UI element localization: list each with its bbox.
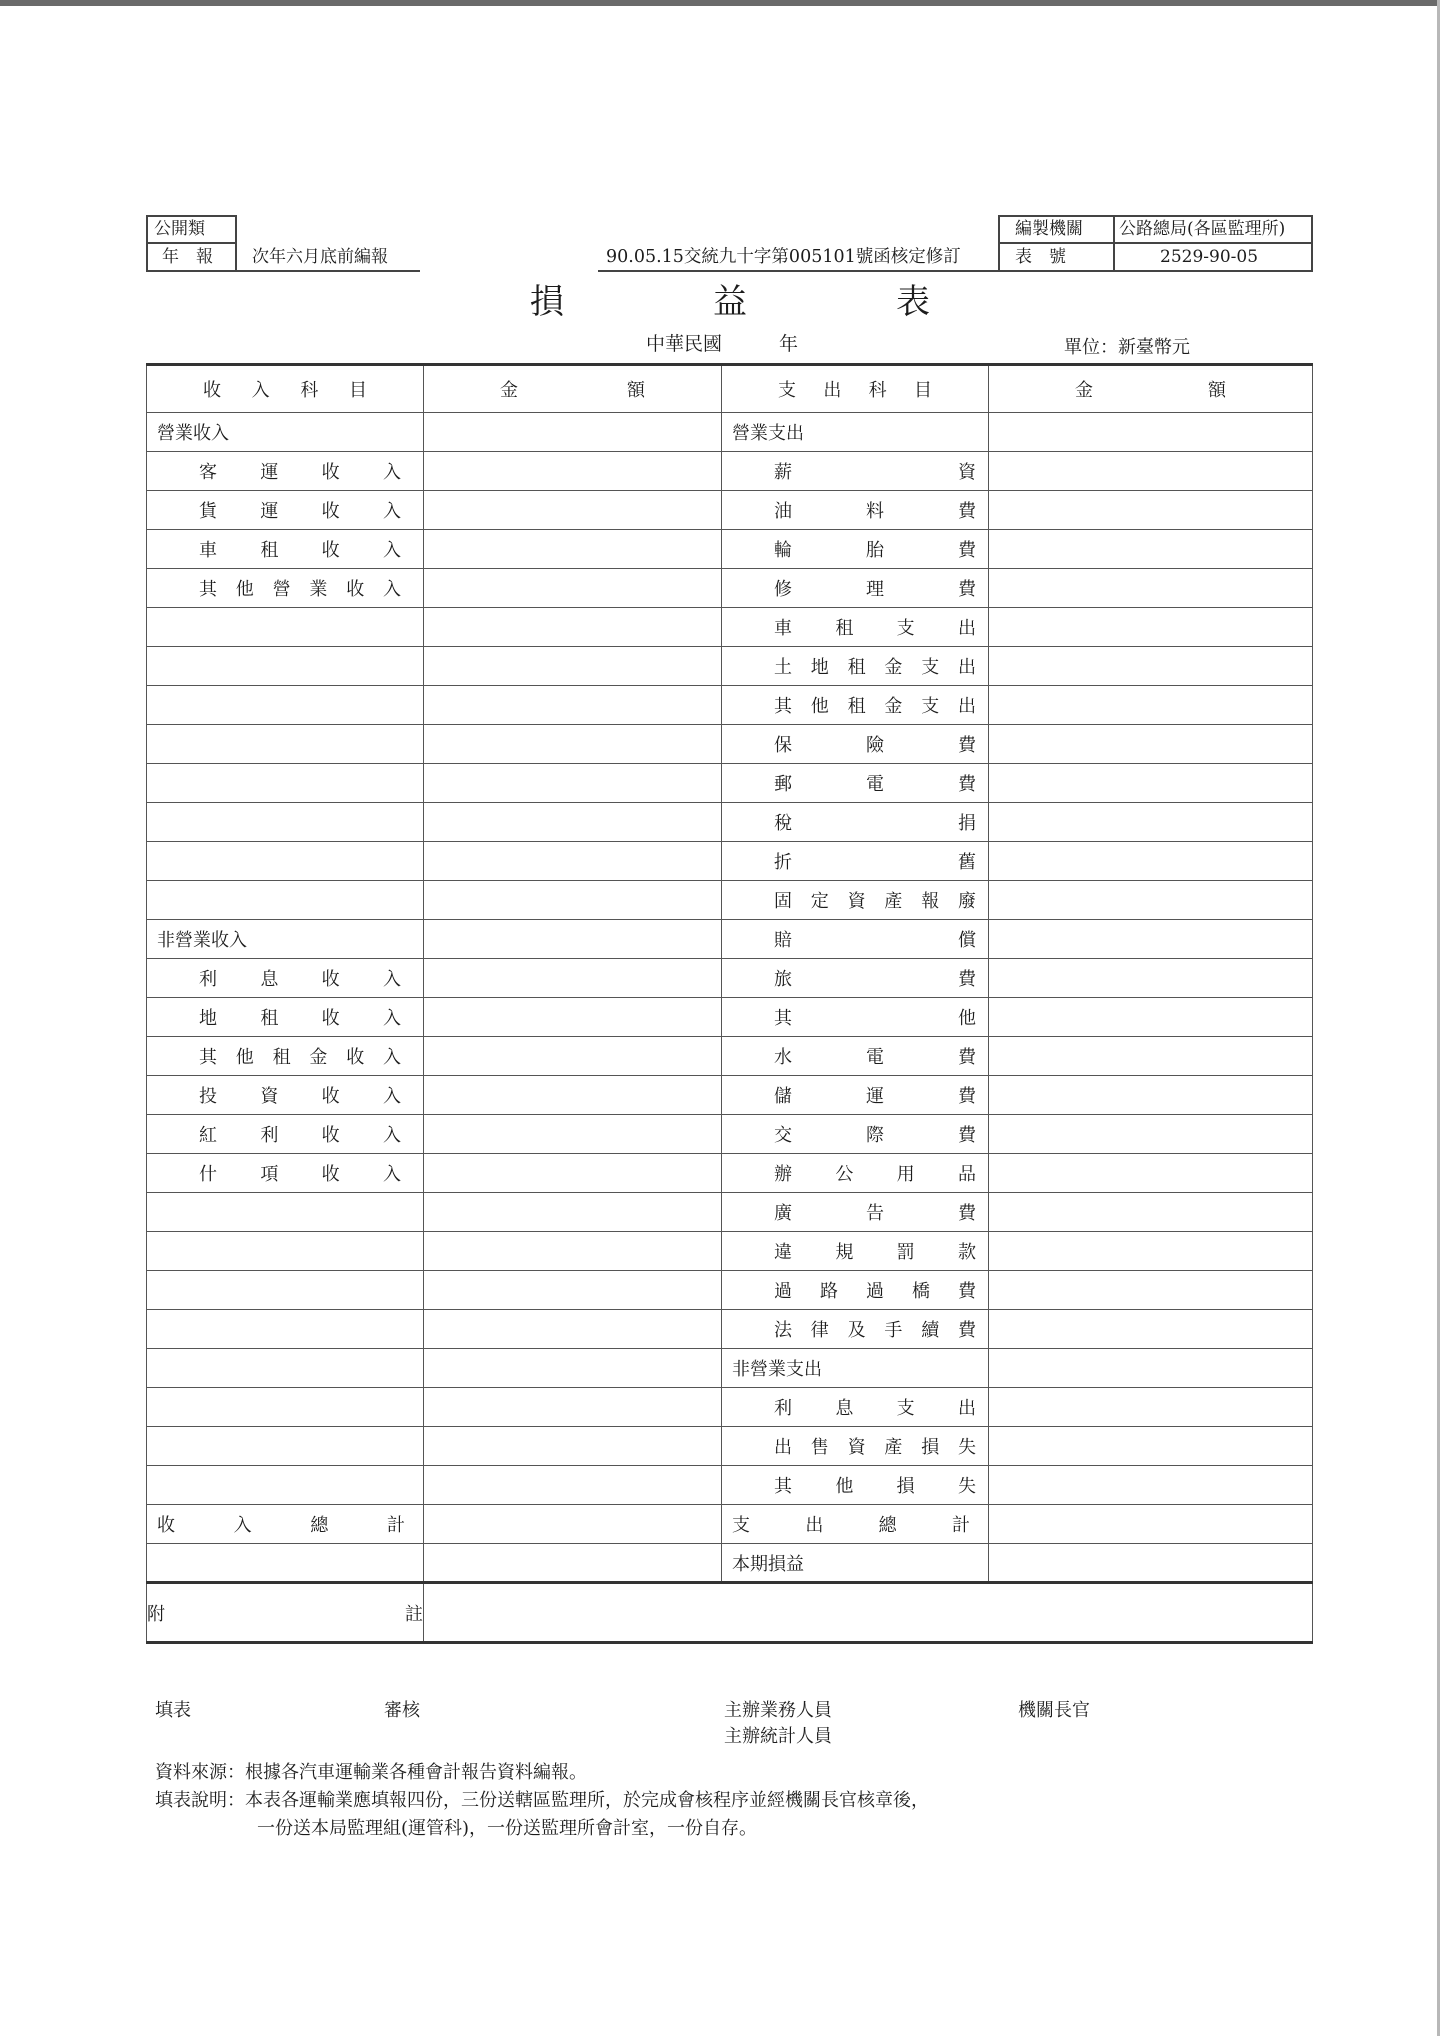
expense-amount-cell[interactable] — [989, 998, 1313, 1037]
table-row — [147, 491, 1313, 530]
income-subject-cell — [147, 452, 424, 491]
income-amount-cell[interactable] — [424, 1427, 722, 1466]
expense-item-label: 稅 捐 — [774, 813, 976, 834]
expense-subject-cell — [722, 803, 989, 842]
expense-amount-cell[interactable] — [989, 803, 1313, 842]
income-subject-cell — [147, 1505, 424, 1544]
income-subject-cell — [147, 530, 424, 569]
expense-amount-cell[interactable] — [989, 1232, 1313, 1271]
expense-subject-cell — [722, 1037, 989, 1076]
header-expense-subject: 支 出 科 目 — [722, 365, 989, 413]
expense-subject-cell — [722, 608, 989, 647]
expense-item-label: 薪 資 — [774, 462, 976, 483]
income-amount-cell[interactable] — [424, 491, 722, 530]
table-row — [147, 881, 1313, 920]
income-total-label: 收 入 總 計 — [157, 1515, 405, 1536]
table-row — [147, 1193, 1313, 1232]
expense-amount-cell[interactable] — [989, 1037, 1313, 1076]
note-row — [147, 1583, 1313, 1643]
expense-amount-cell[interactable] — [989, 842, 1313, 881]
expense-item-label: 折 舊 — [774, 852, 976, 873]
income-subject-cell — [147, 1037, 424, 1076]
income-subject-cell — [147, 1115, 424, 1154]
expense-subject-cell — [722, 1310, 989, 1349]
income-amount-cell[interactable] — [424, 569, 722, 608]
expense-item-label: 其 他 租 金 支 出 — [774, 696, 976, 717]
income-amount-cell[interactable] — [424, 842, 722, 881]
table-row — [147, 842, 1313, 881]
expense-subject-cell — [722, 1505, 989, 1544]
expense-item-label: 法 律 及 手 續 費 — [774, 1320, 976, 1341]
table-row — [147, 1232, 1313, 1271]
table-row — [147, 803, 1313, 842]
table-row — [147, 959, 1313, 998]
header-form-no-value: 2529-90-05 — [1160, 247, 1259, 267]
income-amount-cell[interactable] — [424, 725, 722, 764]
income-subject-cell — [147, 842, 424, 881]
expense-subject-cell — [722, 647, 989, 686]
table-row — [147, 1466, 1313, 1505]
expense-amount-cell[interactable] — [989, 725, 1313, 764]
expense-amount-cell[interactable] — [989, 1427, 1313, 1466]
expense-amount-cell[interactable] — [989, 413, 1313, 452]
income-item-label: 客 運 收 入 — [199, 462, 401, 483]
expense-item-label: 固 定 資 產 報 廢 — [774, 891, 976, 912]
income-amount-cell[interactable] — [424, 881, 722, 920]
income-amount-cell[interactable] — [424, 1076, 722, 1115]
table-row — [147, 1388, 1313, 1427]
expense-amount-cell[interactable] — [989, 530, 1313, 569]
expense-amount-cell[interactable] — [989, 1271, 1313, 1310]
expense-subject-cell — [722, 686, 989, 725]
table-row — [147, 413, 1313, 452]
page-title: 損 益 表 — [530, 282, 930, 322]
table-row — [147, 1427, 1313, 1466]
income-item-label: 紅 利 收 入 — [199, 1125, 401, 1146]
expense-item-label: 保 險 費 — [774, 735, 976, 756]
income-subject-cell — [147, 725, 424, 764]
income-amount-cell[interactable] — [424, 1544, 722, 1583]
expense-amount-cell[interactable] — [989, 1466, 1313, 1505]
table-row — [147, 686, 1313, 725]
expense-amount-cell[interactable] — [989, 1349, 1313, 1388]
income-subject-cell — [147, 569, 424, 608]
footnote-instructions-2: 一份送本局監理組(運管科)，一份送監理所會計室，一份自存。 — [257, 1818, 758, 1839]
table-row — [147, 569, 1313, 608]
header-report-value: 次年六月底前編報 — [252, 247, 388, 267]
expense-item-label: 其 他 損 失 — [774, 1476, 976, 1497]
income-subject-cell — [147, 647, 424, 686]
income-subject-cell — [147, 1310, 424, 1349]
income-amount-cell[interactable] — [424, 920, 722, 959]
expense-subject-cell — [722, 920, 989, 959]
table-row — [147, 725, 1313, 764]
sig-reviewed-by: 審核 — [384, 1700, 420, 1721]
table-row — [147, 1271, 1313, 1310]
income-amount-cell[interactable] — [424, 764, 722, 803]
income-subject-cell — [147, 1154, 424, 1193]
footnote-source: 資料來源：根據各汽車運輸業各種會計報告資料編報。 — [155, 1762, 587, 1783]
income-subject-cell — [147, 413, 424, 452]
header-amount-right: 金 額 — [989, 365, 1313, 413]
expense-item-label: 郵 電 費 — [774, 774, 976, 795]
income-category-label: 營業收入 — [157, 423, 229, 444]
income-amount-cell[interactable] — [424, 1388, 722, 1427]
note-content — [424, 1583, 1313, 1643]
table-row — [147, 1505, 1313, 1544]
income-subject-cell — [147, 1349, 424, 1388]
income-amount-cell[interactable] — [424, 959, 722, 998]
income-item-label: 地 租 收 入 — [199, 1008, 401, 1029]
expense-amount-cell[interactable] — [989, 1154, 1313, 1193]
table-row — [147, 998, 1313, 1037]
table-row — [147, 647, 1313, 686]
expense-subject-cell — [722, 413, 989, 452]
table-row — [147, 1544, 1313, 1583]
expense-subject-cell — [722, 1388, 989, 1427]
income-subject-cell — [147, 1076, 424, 1115]
income-subject-cell — [147, 998, 424, 1037]
income-subject-cell — [147, 1466, 424, 1505]
expense-item-label: 利 息 支 出 — [774, 1398, 976, 1419]
expense-amount-cell[interactable] — [989, 920, 1313, 959]
expense-amount-cell[interactable] — [989, 1193, 1313, 1232]
expense-item-label: 儲 運 費 — [774, 1086, 976, 1107]
income-item-label: 投 資 收 入 — [199, 1086, 401, 1107]
income-subject-cell — [147, 764, 424, 803]
expense-amount-cell[interactable] — [989, 452, 1313, 491]
income-amount-cell[interactable] — [424, 1505, 722, 1544]
income-amount-cell[interactable] — [424, 803, 722, 842]
expense-subject-cell — [722, 1076, 989, 1115]
table-row — [147, 1310, 1313, 1349]
expense-category-label: 本期損益 — [732, 1553, 804, 1575]
income-amount-cell[interactable] — [424, 1037, 722, 1076]
footnote-instructions-1: 填表說明：本表各運輸業應填報四份，三份送轄區監理所，於完成會核程序並經機關長官核章後， — [155, 1790, 929, 1811]
expense-item-label: 車 租 支 出 — [774, 618, 976, 639]
expense-item-label: 辦 公 用 品 — [774, 1164, 976, 1185]
expense-category-label: 非營業支出 — [732, 1359, 822, 1380]
expense-subject-cell — [722, 1466, 989, 1505]
expense-subject-cell — [722, 1271, 989, 1310]
income-item-label: 其 他 營 業 收 入 — [199, 579, 401, 600]
income-subject-cell — [147, 608, 424, 647]
expense-amount-cell[interactable] — [989, 1076, 1313, 1115]
header-class-label: 公開類 — [154, 219, 205, 239]
expense-subject-cell — [722, 959, 989, 998]
sig-business-staff: 主辦業務人員 — [724, 1700, 832, 1721]
income-amount-cell[interactable] — [424, 647, 722, 686]
expense-subject-cell — [722, 764, 989, 803]
income-subject-cell — [147, 881, 424, 920]
expense-item-label: 廣 告 費 — [774, 1203, 976, 1224]
income-amount-cell[interactable] — [424, 1349, 722, 1388]
table-row — [147, 530, 1313, 569]
expense-subject-cell — [722, 1154, 989, 1193]
expense-subject-cell — [722, 725, 989, 764]
expense-item-label: 違 規 罰 款 — [774, 1242, 976, 1263]
income-item-label: 車 租 收 入 — [199, 540, 401, 561]
table-row — [147, 1037, 1313, 1076]
expense-amount-cell[interactable] — [989, 1388, 1313, 1427]
approval-reference: 90.05.15交統九十字第005101號函核定修訂 — [606, 247, 961, 267]
table-row — [147, 452, 1313, 491]
income-subject-cell — [147, 1271, 424, 1310]
sig-agency-head: 機關長官 — [1018, 1700, 1090, 1721]
expense-item-label: 旅 費 — [774, 969, 976, 990]
income-amount-cell[interactable] — [424, 1193, 722, 1232]
header-amount-left: 金 額 — [424, 365, 722, 413]
expense-subject-cell — [722, 1349, 989, 1388]
table-row — [147, 764, 1313, 803]
income-statement-table — [146, 363, 1313, 1644]
expense-amount-cell[interactable] — [989, 881, 1313, 920]
expense-amount-cell[interactable] — [989, 1115, 1313, 1154]
expense-item-label: 過 路 過 橋 費 — [774, 1281, 976, 1302]
table-header-row — [147, 365, 1313, 413]
expense-subject-cell — [722, 452, 989, 491]
expense-amount-cell[interactable] — [989, 608, 1313, 647]
income-amount-cell[interactable] — [424, 1154, 722, 1193]
period-label: 中華民國 年 — [646, 333, 799, 355]
expense-subject-cell — [722, 569, 989, 608]
sig-prepared-by: 填表 — [155, 1700, 191, 1721]
expense-item-label: 出 售 資 產 損 失 — [774, 1437, 976, 1458]
income-amount-cell[interactable] — [424, 686, 722, 725]
header-income-subject: 收 入 科 目 — [147, 365, 424, 413]
note-label: 附 註 — [147, 1583, 424, 1643]
table-row — [147, 1076, 1313, 1115]
income-amount-cell[interactable] — [424, 1310, 722, 1349]
table-row — [147, 1154, 1313, 1193]
income-amount-cell[interactable] — [424, 998, 722, 1037]
expense-item-label: 土 地 租 金 支 出 — [774, 657, 976, 678]
header-form-no-label: 表 號 — [1015, 247, 1066, 267]
income-subject-cell — [147, 920, 424, 959]
income-subject-cell — [147, 1544, 424, 1583]
expense-item-label: 交 際 費 — [774, 1125, 976, 1146]
table-row — [147, 1115, 1313, 1154]
expense-subject-cell — [722, 1427, 989, 1466]
expense-amount-cell[interactable] — [989, 1544, 1313, 1583]
table-row — [147, 1349, 1313, 1388]
income-amount-cell[interactable] — [424, 1271, 722, 1310]
expense-subject-cell — [722, 530, 989, 569]
income-item-label: 利 息 收 入 — [199, 969, 401, 990]
expense-item-label: 其 他 — [774, 1008, 976, 1029]
expense-amount-cell[interactable] — [989, 686, 1313, 725]
expense-amount-cell[interactable] — [989, 1310, 1313, 1349]
expense-item-label: 輪 胎 費 — [774, 540, 976, 561]
expense-subject-cell — [722, 1193, 989, 1232]
income-category-label: 非營業收入 — [157, 930, 247, 951]
expense-item-label: 水 電 費 — [774, 1047, 976, 1068]
income-item-label: 什 項 收 入 — [199, 1164, 401, 1185]
table-row — [147, 608, 1313, 647]
expense-subject-cell — [722, 881, 989, 920]
income-amount-cell[interactable] — [424, 1466, 722, 1505]
unit-label: 單位：新臺幣元 — [1064, 337, 1190, 358]
income-subject-cell — [147, 491, 424, 530]
income-subject-cell — [147, 686, 424, 725]
expense-subject-cell — [722, 1544, 989, 1583]
expense-subject-cell — [722, 1232, 989, 1271]
scan-top-edge — [0, 0, 1440, 6]
expense-item-label: 油 料 費 — [774, 501, 976, 522]
income-amount-cell[interactable] — [424, 452, 722, 491]
header-report-label: 年 報 — [162, 247, 213, 267]
income-amount-cell[interactable] — [424, 1115, 722, 1154]
expense-total-label: 支 出 總 計 — [732, 1515, 970, 1536]
expense-subject-cell — [722, 998, 989, 1037]
expense-subject-cell — [722, 491, 989, 530]
expense-amount-cell[interactable] — [989, 491, 1313, 530]
expense-subject-cell — [722, 1115, 989, 1154]
income-amount-cell[interactable] — [424, 608, 722, 647]
income-subject-cell — [147, 803, 424, 842]
income-subject-cell — [147, 1388, 424, 1427]
income-subject-cell — [147, 1232, 424, 1271]
expense-item-label: 賠 償 — [774, 930, 976, 951]
expense-amount-cell[interactable] — [989, 1505, 1313, 1544]
expense-category-label: 營業支出 — [732, 423, 804, 444]
header-agency-value: 公路總局(各區監理所) — [1119, 219, 1286, 239]
income-subject-cell — [147, 959, 424, 998]
income-subject-cell — [147, 1193, 424, 1232]
income-subject-cell — [147, 1427, 424, 1466]
expense-amount-cell[interactable] — [989, 764, 1313, 803]
expense-item-label: 修 理 費 — [774, 579, 976, 600]
sig-statistics-staff: 主辦統計人員 — [724, 1726, 832, 1747]
expense-amount-cell[interactable] — [989, 569, 1313, 608]
income-amount-cell[interactable] — [424, 530, 722, 569]
income-item-label: 其 他 租 金 收 入 — [199, 1047, 401, 1068]
income-amount-cell[interactable] — [424, 1232, 722, 1271]
expense-subject-cell — [722, 842, 989, 881]
expense-amount-cell[interactable] — [989, 959, 1313, 998]
header-agency-label: 編製機關 — [1015, 219, 1083, 239]
income-item-label: 貨 運 收 入 — [199, 501, 401, 522]
expense-amount-cell[interactable] — [989, 647, 1313, 686]
income-amount-cell[interactable] — [424, 413, 722, 452]
table-row — [147, 920, 1313, 959]
